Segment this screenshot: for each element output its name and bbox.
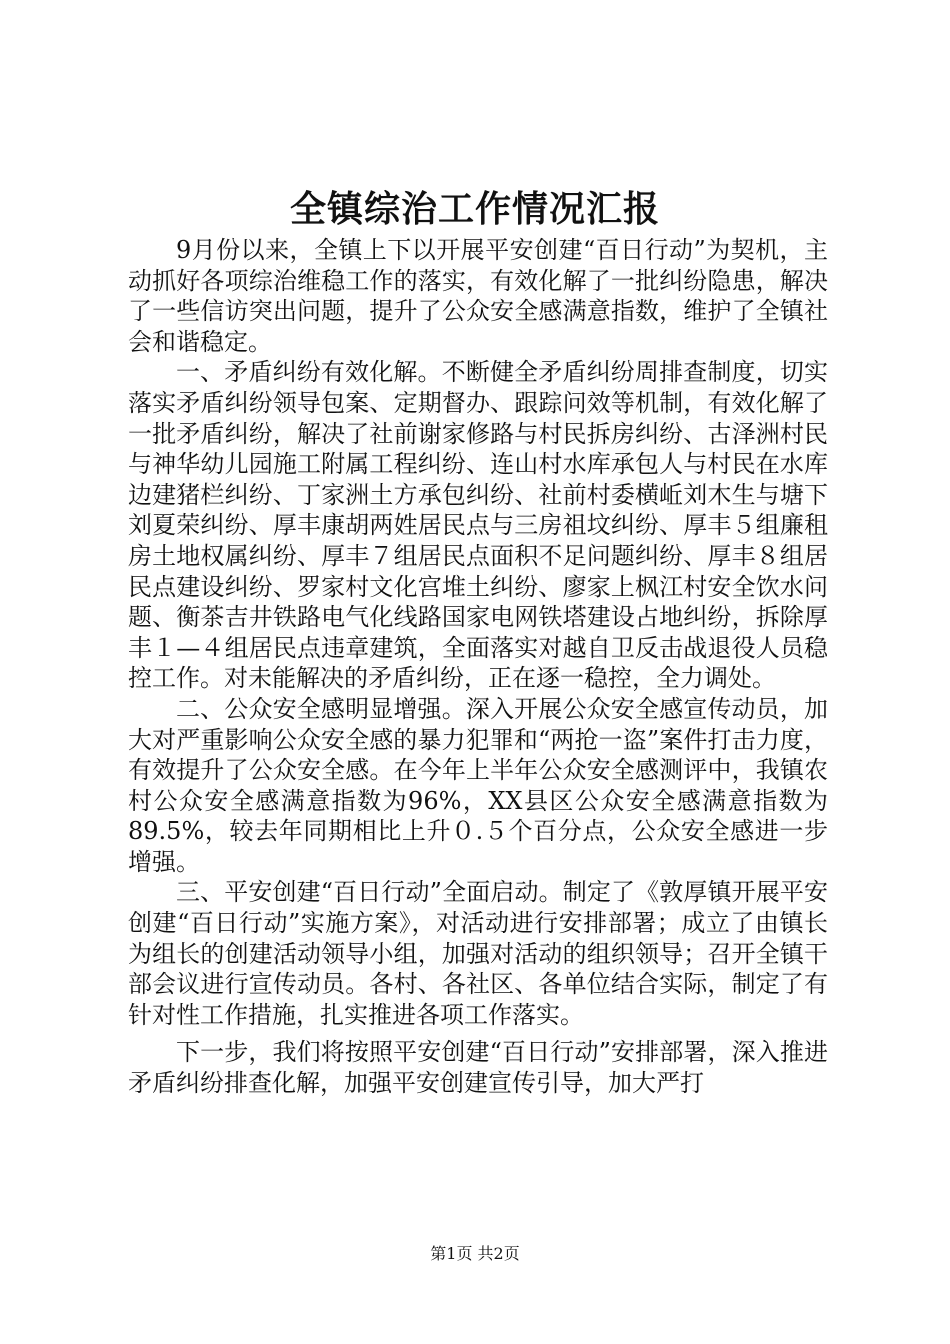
document-title: 全镇综治工作情况汇报 <box>289 188 660 230</box>
paragraph-public-safety: 二、公众安全感明显增强。深入开展公众安全感宣传动员，加大对严重影响公众安全感的暴力犯罪和“两抢一盗”案件打击力度，有效提升了公众安全感。在今年上半年公众安全感测评中，我镇农村公众安全感满意指数为96%，XX县区公众安全感满意指数为89.5%，较去年同期相比上升０.５个百分点，公众安全感进一步增强。 <box>128 694 828 876</box>
paragraph-gap <box>128 1030 828 1037</box>
paragraph-hundred-days-action: 三、平安创建“百日行动”全面启动。制定了《敦厚镇开展平安创建“百日行动”实施方案》，对活动进行安排部署；成立了由镇长为组长的创建活动领导小组，加强对活动的组织领导；召开全镇干部会议进行宣传动员。各村、各社区、各单位结合实际，制定了有针对性工作措施，扎实推进各项工作落实。 <box>128 878 828 1029</box>
paragraph-next-steps: 下一步，我们将按照平安创建“百日行动”安排部署，深入推进矛盾纠纷排查化解，加强平安创建宣传引导，加大严打 <box>128 1038 828 1098</box>
paragraph-dispute-resolution: 一、矛盾纠纷有效化解。不断健全矛盾纠纷周排查制度，切实落实矛盾纠纷领导包案、定期督办、跟踪问效等机制，有效化解了一批矛盾纠纷，解决了社前谢家修路与村民拆房纠纷、古泽洲村民与神华幼儿园施工附属工程纠纷、连山村水库承包人与村民在水库边建猪栏纠纷、丁家洲土方承包纠纷、社前村委横岴刘木生与塘下刘夏荣纠纷、厚丰康胡两姓居民点与三房祖坟纠纷、厚丰５组廉租房土地权属纠纷、厚丰７组居民点面积不足问题纠纷、厚丰８组居民点建设纠纷、罗家村文化宫堆土纠纷、廖家上枫江村安全饮水问题、衡茶吉井铁路电气化线路国家电网铁塔建设占地纠纷，拆除厚丰１—４组居民点违章建筑，全面落实对越自卫反击战退役人员稳控工作。对未能解决的矛盾纠纷，正在逐一稳控，全力调处。 <box>128 358 828 693</box>
document-body <box>128 235 828 1099</box>
paragraph-intro: 9月份以来，全镇上下以开展平安创建“百日行动”为契机，主动抓好各项综治维稳工作的落实，有效化解了一批纠纷隐患，解决了一些信访突出问题，提升了公众安全感满意指数，维护了全镇社会和谐稳定。 <box>128 236 828 356</box>
page-footer: 第1页 共2页 <box>430 1244 520 1263</box>
